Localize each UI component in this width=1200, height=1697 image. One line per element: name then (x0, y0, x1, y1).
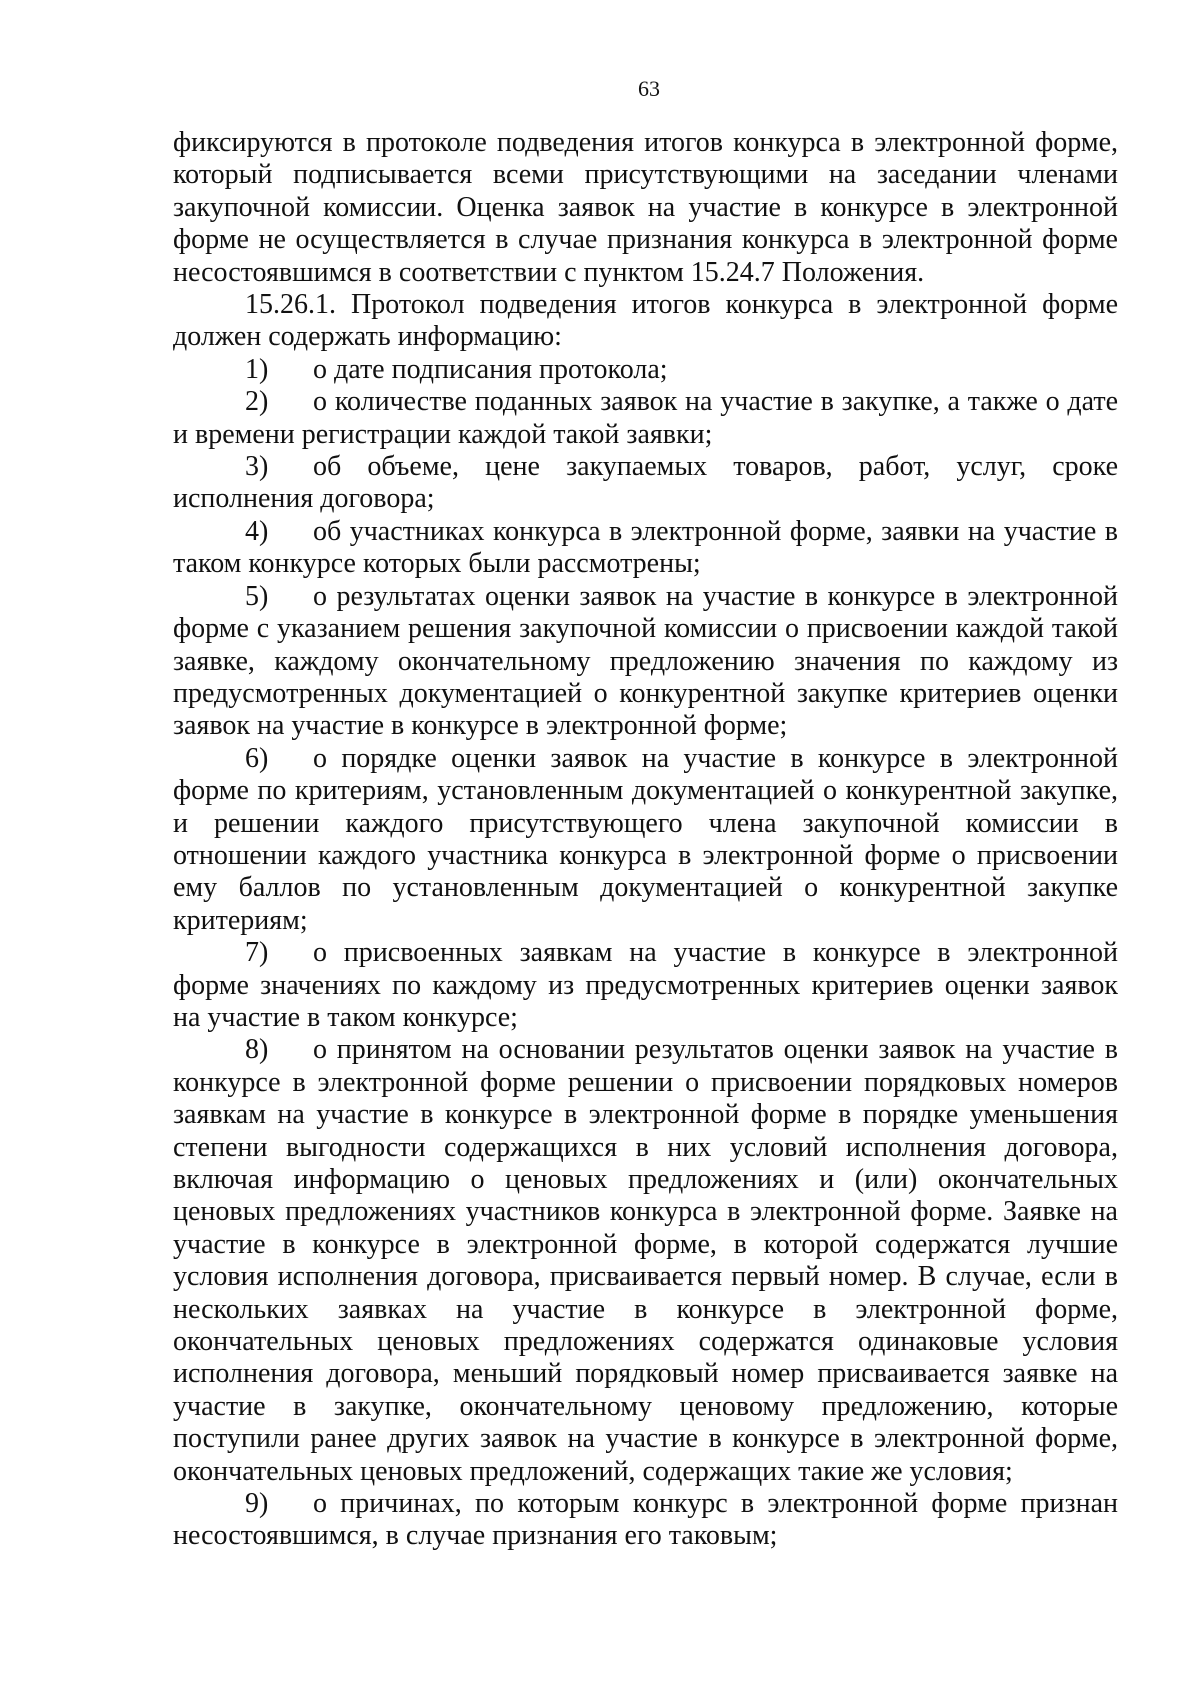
document-body (173, 127, 1118, 1553)
list-item (173, 937, 1118, 1034)
list-item-text: о дате подписания протокола; (313, 353, 668, 385)
list-item (173, 1488, 1118, 1553)
list-item (173, 581, 1118, 743)
list-item-text: о причинах, по которым конкурс в электронной форме признан несостоявшимся, в случае признания его таковым; (173, 1488, 1118, 1552)
list-item-number: 1) (245, 353, 269, 385)
list-item-number: 5) (245, 580, 269, 612)
list-item-text: о присвоенных заявкам на участие в конкурсе в электронной форме значениях по каждому из предусмотренных критериев оценки заявок на участие в таком конкурсе; (173, 937, 1118, 1033)
list-item (173, 386, 1118, 451)
list-item-text: об объеме, цене закупаемых товаров, работ, услуг, сроке исполнения договора; (173, 451, 1118, 515)
list-item-text: о количестве поданных заявок на участие в закупке, а также о дате и времени регистрации каждой такой заявки; (173, 386, 1118, 450)
list-item-number: 4) (245, 515, 269, 547)
list-item (173, 516, 1118, 581)
list-item-number: 3) (245, 451, 269, 483)
list-item (173, 451, 1118, 516)
page-number: 63 (638, 76, 660, 101)
list-item-number: 2) (245, 386, 269, 418)
list-item (173, 354, 1118, 386)
list-item-number: 9) (245, 1488, 269, 1520)
section-paragraph: 15.26.1. Протокол подведения итогов конкурса в электронной форме должен содержать информацию: (173, 289, 1118, 353)
list-item (173, 743, 1118, 937)
list-item-text: о принятом на основании результатов оценки заявок на участие в конкурсе в электронной форме решении о присвоении порядковых номеров заявкам на участие в конкурсе в электронной форме в порядке уменьшения степени выгодности содержащихся в них условий исполнения договора, включая информацию о ценовых предложениях и (или) окончательных ценовых предложениях участников конкурса в электронной форме. Заявке на участие в конкурсе в электронной форме, в которой содержатся лучшие условия исполнения договора, присваивается первый номер. В случае, если в нескольких заявках на участие в конкурсе в электронной форме, окончательных ценовых предложениях содержатся одинаковые условия исполнения договора, меньший порядковый номер присваивается заявке на участие в закупке, окончательному ценовому предложению, которые поступили ранее других заявок на участие в конкурсе в электронной форме, окончательных ценовых предложений, содержащих такие же условия; (173, 1034, 1118, 1487)
list-item-number: 7) (245, 937, 269, 969)
list-item-number: 8) (245, 1034, 269, 1066)
list-item-text: о порядке оценки заявок на участие в конкурсе в электронной форме по критериям, установленным документацией о конкурентной закупке, и решении каждого присутствующего члена закупочной комиссии в отношении каждого участника конкурса в электронной форме о присвоении ему баллов по установленным документацией о конкурентной закупке критериям; (173, 742, 1118, 936)
list-item (173, 1034, 1118, 1488)
protocol-items-list (173, 354, 1118, 1553)
intro-paragraph: фиксируются в протоколе подведения итогов конкурса в электронной форме, который подписывается всеми присутствующими на заседании членами закупочной комиссии. Оценка заявок на участие в конкурсе в электронной форме не осуществляется в случае признания конкурса в электронной форме несостоявшимся в соответствии с пунктом 15.24.7 Положения. (173, 127, 1118, 288)
list-item-number: 6) (245, 742, 269, 774)
list-item-text: о результатах оценки заявок на участие в конкурсе в электронной форме с указанием решения закупочной комиссии о присвоении каждой такой заявке, каждому окончательному предложению значения по каждому из предусмотренных документацией о конкурентной закупке критериев оценки заявок на участие в конкурсе в электронной форме; (173, 580, 1118, 742)
list-item-text: об участниках конкурса в электронной форме, заявки на участие в таком конкурсе которых были рассмотрены; (173, 515, 1118, 580)
